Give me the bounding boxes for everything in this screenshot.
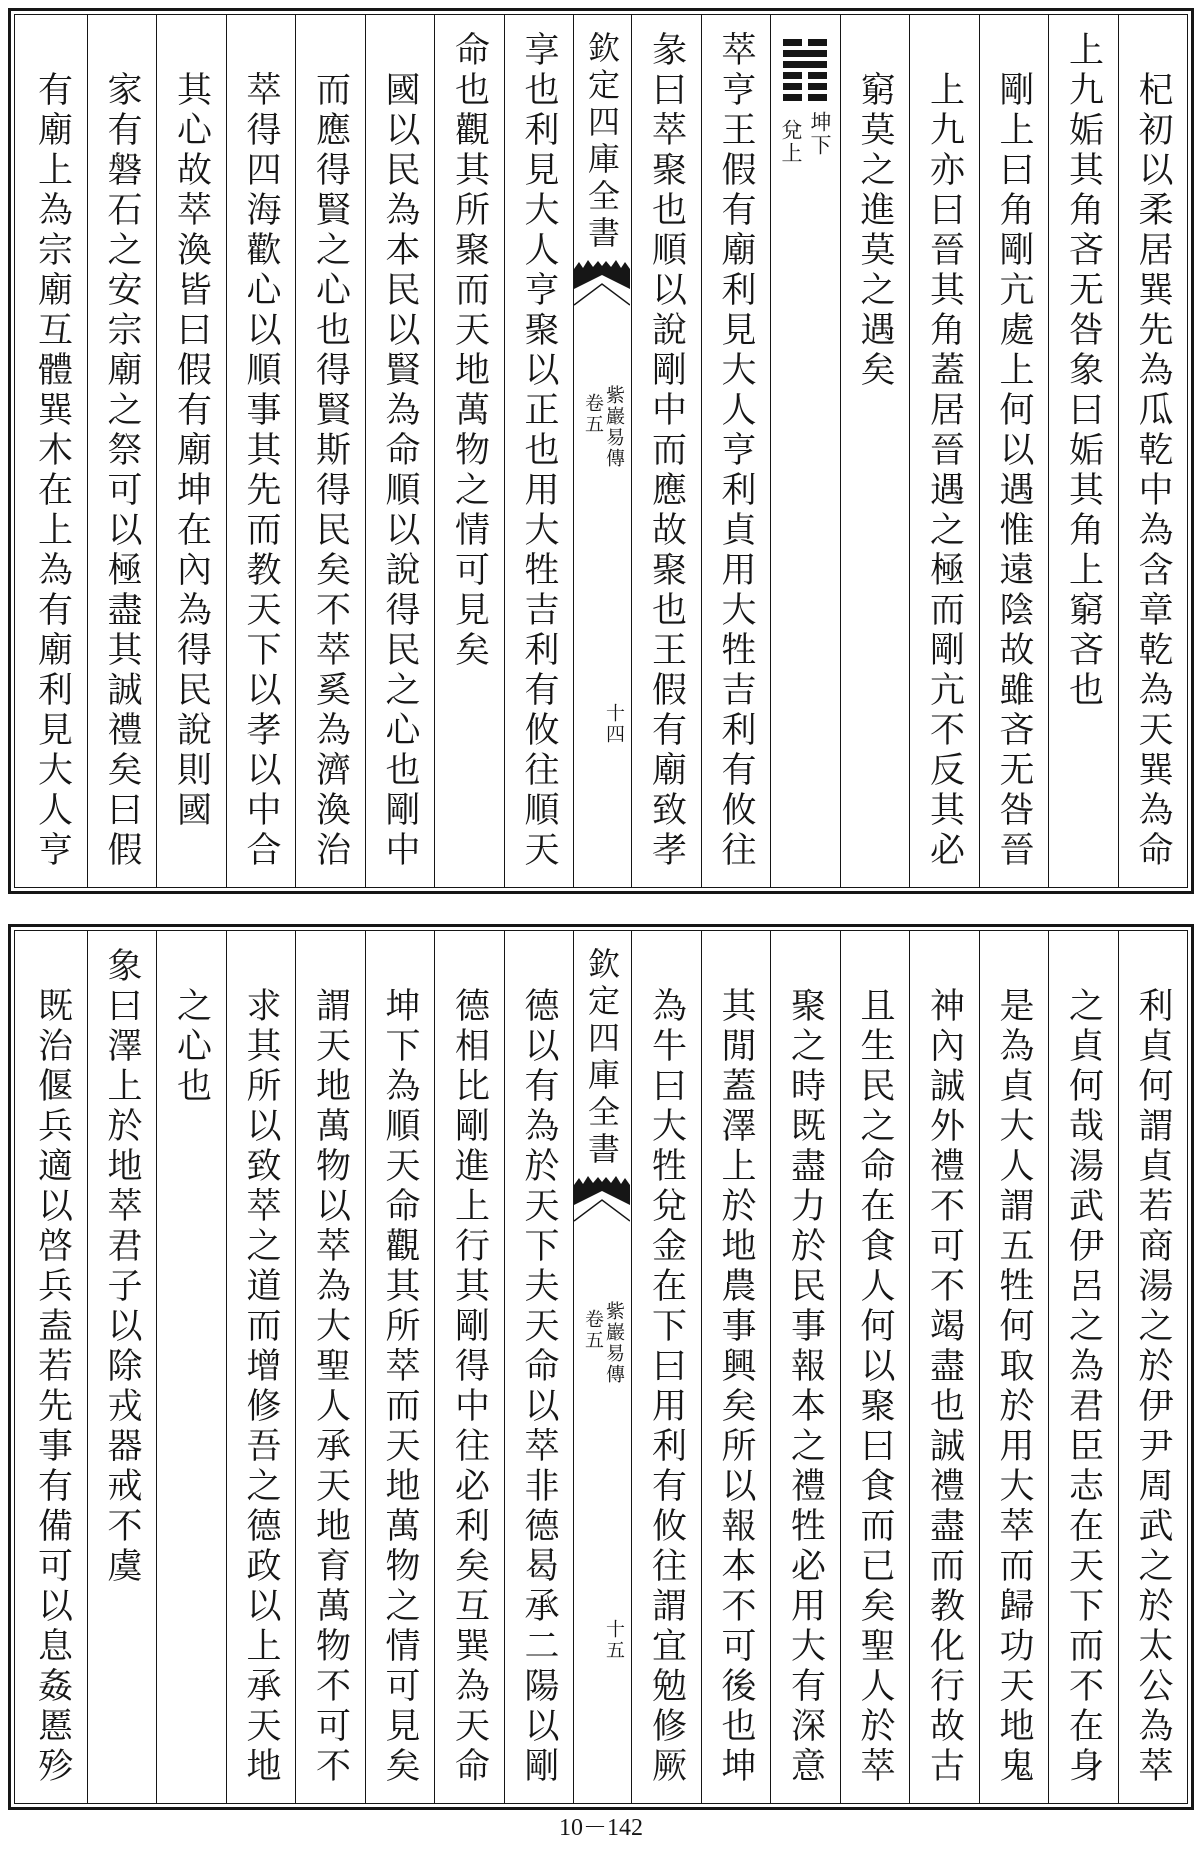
text-column: 命也觀其所聚而天地萬物之情可見矣 <box>434 15 504 887</box>
text-column: 杞初以柔居巽先為瓜乾中為含章乾為天巽為命 <box>1118 15 1188 887</box>
text-column: 坤下為順天命觀其所萃而天地萬物之情可見矣 <box>365 931 435 1803</box>
text-column: 謂天地萬物以萃為大聖人承天地育萬物不可不 <box>295 931 365 1803</box>
text-column: 既治偃兵適以啓兵盍若先事有備可以息姦慝殄 <box>32 987 73 1787</box>
text-column: 萃亨王假有廟利見大人亨利貞用大牲吉利有攸往 <box>701 15 771 887</box>
hexagram-column <box>770 15 840 887</box>
hexagram-broken-line-segment <box>783 72 802 79</box>
volume-label: 卷五 <box>582 1309 604 1351</box>
book-title: 紫巖易傳 <box>603 385 625 469</box>
text-column: 萃得四海歡心以順事其先而教天下以孝以中合 <box>226 15 296 887</box>
text-column: 有廟上為宗廟互體巽木在上為有廟利見大人亨 <box>32 71 73 871</box>
text-column: 窮莫之進莫之遇矣 <box>840 15 910 887</box>
collection-title: 欽定四庫全書 <box>583 31 621 253</box>
text-column: 是為貞大人謂五牲何取於用大萃而歸功天地鬼 <box>979 931 1049 1803</box>
hexagram-broken-line-segment <box>808 72 827 79</box>
hexagram-broken-line-segment <box>783 83 802 90</box>
text-column: 且生民之命在食人何以聚曰食而已矣聖人於萃 <box>840 931 910 1803</box>
text-column: 家有磐石之安宗廟之祭可以極盡其誠禮矣曰假 <box>87 15 157 887</box>
text-column: 剛上曰角剛亢處上何以遇惟遠陰故雖吝无咎晉 <box>979 15 1049 887</box>
hexagram-solid-line <box>783 61 827 68</box>
text-column: 德以有為於天下夫天命以萃非德曷承二陽以剛 <box>504 931 574 1803</box>
hexagram-broken-line-segment <box>783 94 802 101</box>
text-column: 之貞何哉湯武伊呂之為君臣志在天下而不在身 <box>1048 931 1118 1803</box>
text-column: 彖曰萃聚也順以說剛中而應故聚也王假有廟致孝 <box>631 15 701 887</box>
hexagram-solid-line <box>783 50 827 57</box>
text-column: 聚之時既盡力於民事報本之禮牲必用大有深意 <box>770 931 840 1803</box>
page-frame <box>14 930 1188 1804</box>
lower-page <box>8 924 1194 1810</box>
collection-title: 欽定四庫全書 <box>583 947 621 1169</box>
text-column: 德相比剛進上行其剛得中往必利矣互巽為天命 <box>434 931 504 1803</box>
text-column: 象曰澤上於地萃君子以除戎器戒不虞 <box>87 931 157 1803</box>
text-column: 其閒蓋澤上於地農事興矣所以報本不可後也坤 <box>701 931 771 1803</box>
leaf-number: 十四 <box>603 703 625 745</box>
upper-page <box>8 8 1194 894</box>
block-center-column <box>573 931 631 1803</box>
upper-trigram-label: 兌上 <box>779 119 803 165</box>
text-column: 上九亦曰晉其角蓋居晉遇之極而剛亢不反其必 <box>909 15 979 887</box>
page-frame <box>14 14 1188 888</box>
block-center-column <box>573 15 631 887</box>
hexagram-broken-line-segment <box>783 39 802 46</box>
text-column: 享也利見大人亨聚以正也用大牲吉利有攸往順天 <box>504 15 574 887</box>
text-column: 而應得賢之心也得賢斯得民矣不萃奚為濟渙治 <box>295 15 365 887</box>
book-title: 紫巖易傳 <box>603 1301 625 1385</box>
fish-tail-ornament-icon <box>574 259 630 321</box>
hexagram-broken-line-segment <box>808 94 827 101</box>
text-column: 上九姤其角吝无咎象曰姤其角上窮吝也 <box>1048 15 1118 887</box>
text-column: 國以民為本民以賢為命順以說得民之心也剛中 <box>365 15 435 887</box>
text-column: 其心故萃渙皆曰假有廟坤在內為得民說則國 <box>156 15 226 887</box>
cui-hexagram-icon <box>783 39 827 101</box>
text-column: 神內誠外禮不可不竭盡也誠禮盡而教化行故古 <box>909 931 979 1803</box>
text-column: 之心也 <box>156 931 226 1803</box>
lower-trigram-label: 坤下 <box>808 111 832 157</box>
leaf-number: 十五 <box>603 1619 625 1661</box>
hexagram-broken-line-segment <box>808 83 827 90</box>
text-column: 利貞何謂貞若商湯之於伊尹周武之於太公為萃 <box>1118 931 1188 1803</box>
volume-label: 卷五 <box>582 393 604 435</box>
text-column: 為牛曰大牲兌金在下曰用利有攸往謂宜勉修厥 <box>631 931 701 1803</box>
text-column: 求其所以致萃之道而增修吾之德政以上承天地 <box>226 931 296 1803</box>
hexagram-broken-line-segment <box>808 39 827 46</box>
fish-tail-ornament-icon <box>574 1175 630 1237</box>
page-code: 10－142 <box>559 1815 643 1841</box>
